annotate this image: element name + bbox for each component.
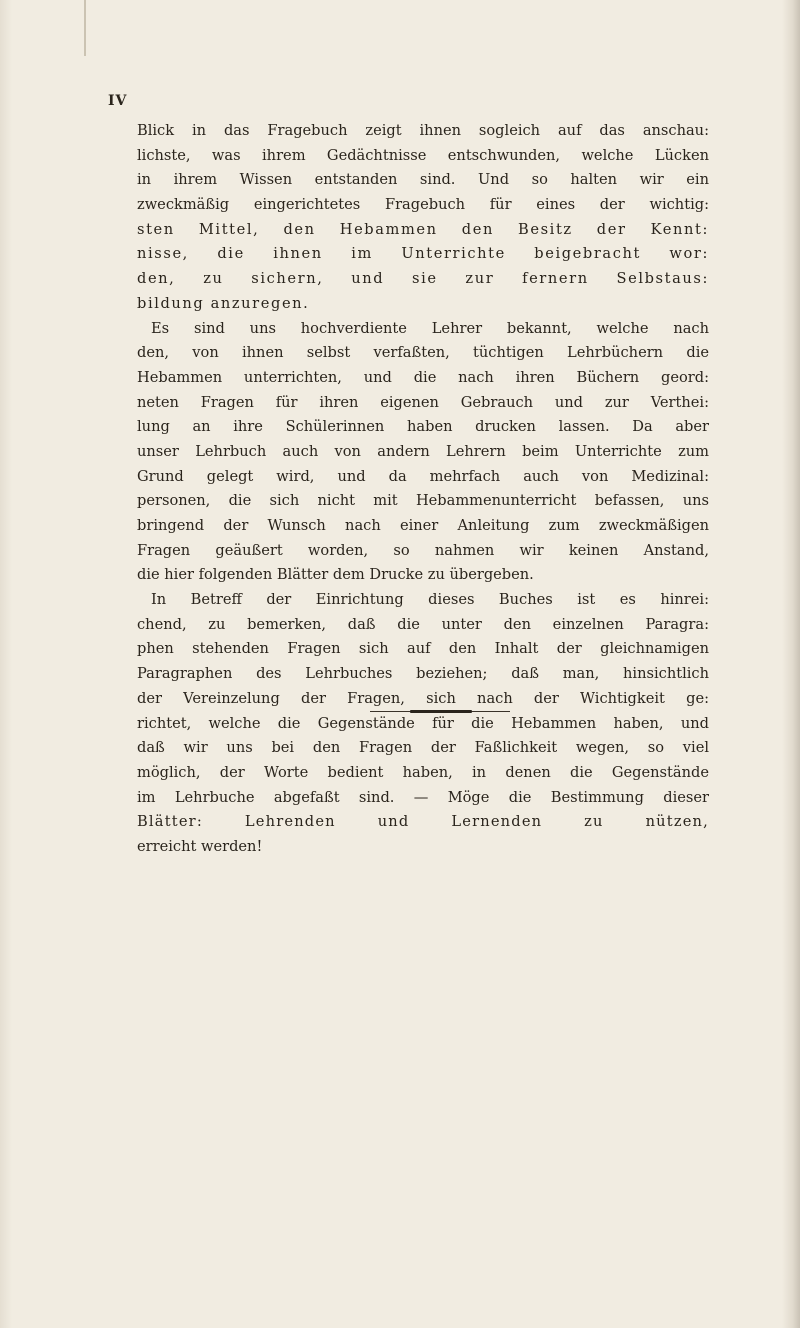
text-line: den, von ihnen selbst verfaßten, tüchtigen Lehrbüchern die xyxy=(137,344,709,362)
text-line: chend, zu bemerken, daß die unter den einzelnen Paragra: xyxy=(137,615,709,633)
text-line: Blätter: Lehrenden und Lernenden zu nützen, xyxy=(137,813,709,831)
page-edge-shadow-right xyxy=(782,0,800,1328)
text-line: unser Lehrbuch auch von andern Lehrern beim Unterrichte zum xyxy=(137,442,709,460)
text-line: phen stehenden Fragen sich auf den Inhalt der gleichnamigen xyxy=(137,640,709,658)
page-number: IV xyxy=(108,93,128,109)
text-line: Es sind uns hochverdiente Lehrer bekannt, welche nach xyxy=(151,319,709,337)
text-line: lung an ihre Schülerinnen haben drucken lassen. Da aber xyxy=(137,418,709,436)
text-line: zweckmäßig eingerichtetes Fragebuch für eines der wichtig: xyxy=(137,196,709,214)
text-line: neten Fragen für ihren eigenen Gebrauch und zur Verthei: xyxy=(137,393,709,411)
text-line: nisse, die ihnen im Unterrichte beigebracht wor: xyxy=(137,245,709,263)
text-line: daß wir uns bei den Fragen der Faßlichkeit wegen, so viel xyxy=(137,739,709,757)
text-line: personen, die sich nicht mit Hebammenunterricht befassen, uns xyxy=(137,492,709,510)
text-line: richtet, welche die Gegenstände für die Hebammen haben, und xyxy=(137,714,709,732)
text-line: der Vereinzelung der Fragen, sich nach der Wichtigkeit ge: xyxy=(137,689,709,707)
text-line: Blick in das Fragebuch zeigt ihnen sogleich auf das anschau: xyxy=(137,122,709,139)
text-line: In Betreff der Einrichtung dieses Buches ist es hinrei: xyxy=(151,591,709,609)
text-line: Paragraphen des Lehrbuches beziehen; daß man, hinsichtlich xyxy=(137,665,709,683)
text-line: im Lehrbuche abgefaßt sind. — Möge die Bestimmung dieser xyxy=(137,788,709,806)
text-line: in ihrem Wissen entstanden sind. Und so halten wir ein xyxy=(137,171,709,189)
paper-fold-mark xyxy=(84,0,86,56)
text-line: Grund gelegt wird, und da mehrfach auch von Medizinal: xyxy=(137,467,709,485)
text-line: erreicht werden! xyxy=(137,837,263,855)
text-line: bildung anzuregen. xyxy=(137,294,310,312)
closing-divider-rule xyxy=(370,710,510,713)
divider-thick-segment xyxy=(410,710,472,713)
text-line: den, zu sichern, und sie zur fernern Selbstaus: xyxy=(137,270,709,288)
text-line: sten Mittel, den Hebammen den Besitz der Kennt: xyxy=(137,220,709,238)
text-line: Hebammen unterrichten, und die nach ihren Büchern geord: xyxy=(137,368,709,386)
body-text xyxy=(137,119,709,860)
text-line: die hier folgenden Blätter dem Drucke zu übergeben. xyxy=(137,566,534,584)
page-edge-shadow-left xyxy=(0,0,12,1328)
text-line: möglich, der Worte bedient haben, in denen die Gegenstände xyxy=(137,763,709,781)
text-line: bringend der Wunsch nach einer Anleitung zum zweckmäßigen xyxy=(137,517,709,534)
text-line: Fragen geäußert worden, so nahmen wir keinen Anstand, xyxy=(137,541,709,559)
text-line: lichste, was ihrem Gedächtnisse entschwunden, welche Lücken xyxy=(137,146,709,164)
